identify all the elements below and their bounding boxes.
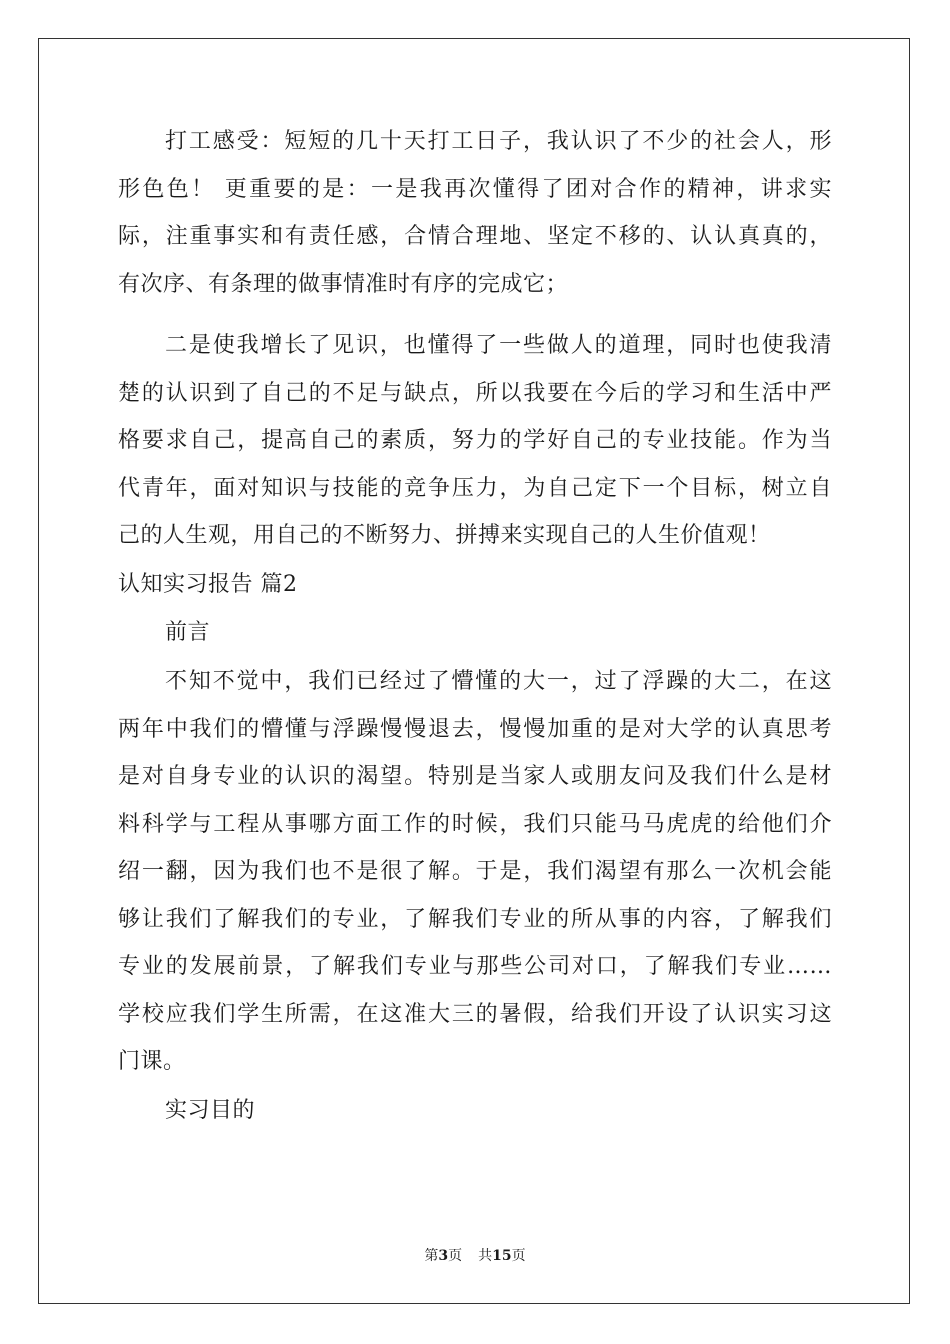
total-prefix: 共	[478, 1248, 493, 1264]
page-prefix: 第	[424, 1248, 439, 1264]
text-line: 门课。	[118, 1049, 186, 1074]
text-line: 己的人生观，用自己的不断努力、拼搏来实现自己的人生价值观！	[118, 523, 771, 548]
text-line: 两年中我们的懵懂与浮躁慢慢退去，慢慢加重的是对大学的认真思考	[118, 716, 832, 742]
subheading-purpose: 实习目的	[165, 1098, 256, 1123]
text-line: 际，注重事实和有责任感，合情合理地、坚定不移的、认认真真的，	[118, 224, 832, 249]
text-line: 有次序、有条理的做事情准时有序的完成它；	[118, 271, 569, 297]
page-suffix: 页	[448, 1248, 463, 1264]
text-line: 不知不觉中，我们已经过了懵懂的大一，过了浮躁的大二，在这	[165, 669, 832, 694]
text-line: 二是使我增长了见识，也懂得了一些做人的道理，同时也使我清	[165, 333, 832, 358]
total-pages: 15	[492, 1248, 512, 1264]
section-heading: 认知实习报告 篇2	[118, 572, 298, 597]
text-line: 学校应我们学生所需，在这准大三的暑假，给我们开设了认识实习这	[118, 1001, 832, 1027]
text-line: 格要求自己，提高自己的素质，努力的学好自己的专业技能。作为当	[118, 428, 832, 453]
text-line: 够让我们了解我们的专业，了解我们专业的所从事的内容，了解我们	[118, 906, 832, 932]
text-line: 打工感受：短短的几十天打工日子，我认识了不少的社会人，形	[165, 129, 832, 154]
text-line: 代青年，面对知识与技能的竞争压力，为自己定下一个目标，树立自	[118, 475, 832, 501]
text-line: 是对自身专业的认识的渴望。特别是当家人或朋友问及我们什么是材	[118, 764, 832, 789]
text-line: 料科学与工程从事哪方面工作的时候，我们只能马马虎虎的给他们介	[118, 811, 832, 837]
text-line: 楚的认识到了自己的不足与缺点，所以我要在今后的学习和生活中严	[118, 380, 832, 406]
page-number: 3	[438, 1248, 449, 1264]
text-line: 绍一翻，因为我们也不是很了解。于是，我们渴望有那么一次机会能	[118, 859, 832, 884]
total-suffix: 页	[511, 1248, 526, 1264]
text-line: 专业的发展前景，了解我们专业与那些公司对口，了解我们专业……	[118, 954, 832, 979]
subheading-preface: 前言	[165, 620, 211, 645]
text-line: 形色色！ 更重要的是：一是我再次懂得了团对合作的精神，讲求实	[118, 176, 832, 202]
page-footer	[0, 1247, 950, 1265]
